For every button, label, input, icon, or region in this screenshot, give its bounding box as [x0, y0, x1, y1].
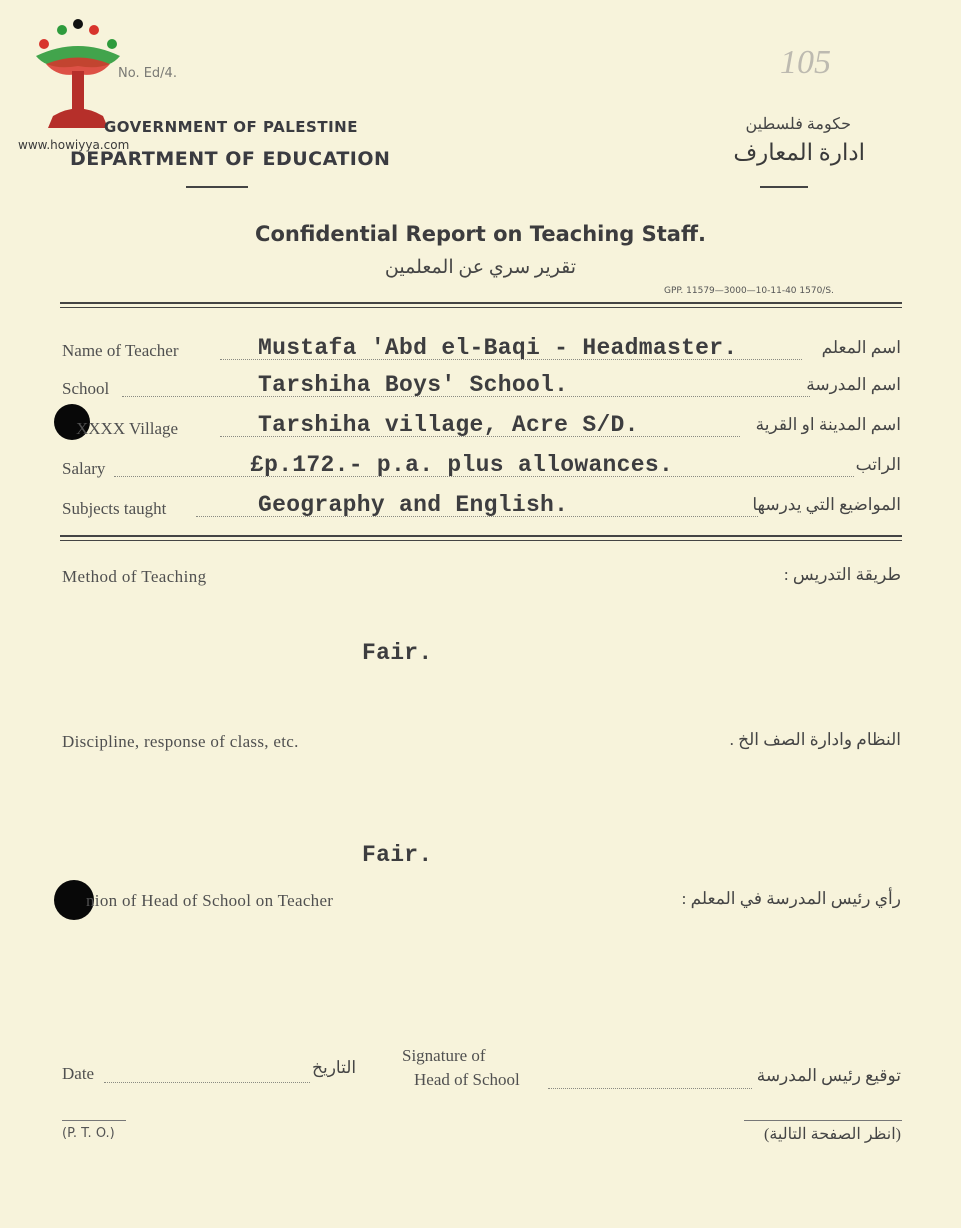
salary-label-en: Salary: [62, 459, 106, 478]
salary-value: £p.172.- p.a. plus allowances.: [250, 452, 674, 478]
opinion-label-ar: رأي رئيس المدرسة في المعلم :: [681, 889, 901, 908]
signature-label-line2: Head of School: [414, 1070, 520, 1089]
pto-ar: (انظر الصفحة التالية): [763, 1126, 901, 1143]
discipline-label-ar: النظام وادارة الصف الخ .: [729, 730, 901, 749]
teacher-label-en: Name of Teacher: [62, 341, 179, 360]
school-label-ar: اسم المدرسة: [806, 375, 901, 394]
bleed-through-mark: [560, 30, 564, 46]
form-number: No. Ed/4.: [118, 66, 177, 81]
salary-label-ar: الراتب: [855, 455, 901, 474]
subjects-value: Geography and English.: [258, 492, 569, 518]
date-label-en: Date: [62, 1064, 95, 1083]
department-title-en: DEPARTMENT OF EDUCATION: [70, 148, 391, 170]
teacher-value: Mustafa 'Abd el-Baqi - Headmaster.: [258, 335, 738, 361]
discipline-value: Fair.: [362, 842, 433, 868]
signature-dotted-line: [548, 1088, 752, 1089]
date-dotted-line: [104, 1082, 310, 1083]
opinion-label-en: nion of Head of School on Teacher: [86, 891, 334, 910]
print-reference: GPP. 11579—3000—10-11-40 1570/S.: [664, 286, 834, 296]
report-title-en: Confidential Report on Teaching Staff.: [255, 222, 706, 246]
watermark-url[interactable]: www.howiyya.com: [18, 138, 130, 152]
method-label-en: Method of Teaching: [62, 567, 207, 586]
pto-en: (P. T. O.): [62, 1126, 115, 1141]
teacher-label-ar: اسم المعلم: [821, 338, 901, 357]
department-title-ar: ادارة المعارف: [733, 140, 865, 165]
method-label-ar: طريقة التدريس :: [783, 565, 901, 584]
school-label-en: School: [62, 379, 110, 398]
method-value: Fair.: [362, 640, 433, 666]
village-label-en: XXXX Village: [76, 419, 179, 438]
date-label-ar: التاريخ: [312, 1058, 357, 1077]
subjects-label-ar: المواضيع التي يدرسها: [752, 495, 901, 514]
government-title-ar: حكومة فلسطين: [745, 116, 851, 133]
header-rule-right: [760, 186, 808, 188]
subjects-label-en: Subjects taught: [62, 499, 167, 518]
folio-number: 105: [780, 44, 831, 81]
village-value: Tarshiha village, Acre S/D.: [258, 412, 639, 438]
government-title-en: GOVERNMENT OF PALESTINE: [104, 118, 358, 136]
fields-rule-bottom: [60, 540, 902, 541]
discipline-label-en: Discipline, response of class, etc.: [62, 732, 299, 751]
village-label-ar: اسم المدينة او القرية: [755, 415, 901, 434]
school-value: Tarshiha Boys' School.: [258, 372, 569, 398]
pto-rule-right: [744, 1120, 902, 1121]
pto-rule-left: [62, 1120, 126, 1121]
fields-rule-top: [60, 535, 902, 537]
signature-label-line1: Signature of: [402, 1046, 486, 1065]
header-rule-left: [186, 186, 248, 188]
title-rule-bottom: [60, 307, 902, 308]
title-rule-top: [60, 302, 902, 304]
signature-label-ar: توقيع رئيس المدرسة: [756, 1066, 901, 1085]
report-title-ar: تقرير سري عن المعلمين: [384, 257, 577, 278]
